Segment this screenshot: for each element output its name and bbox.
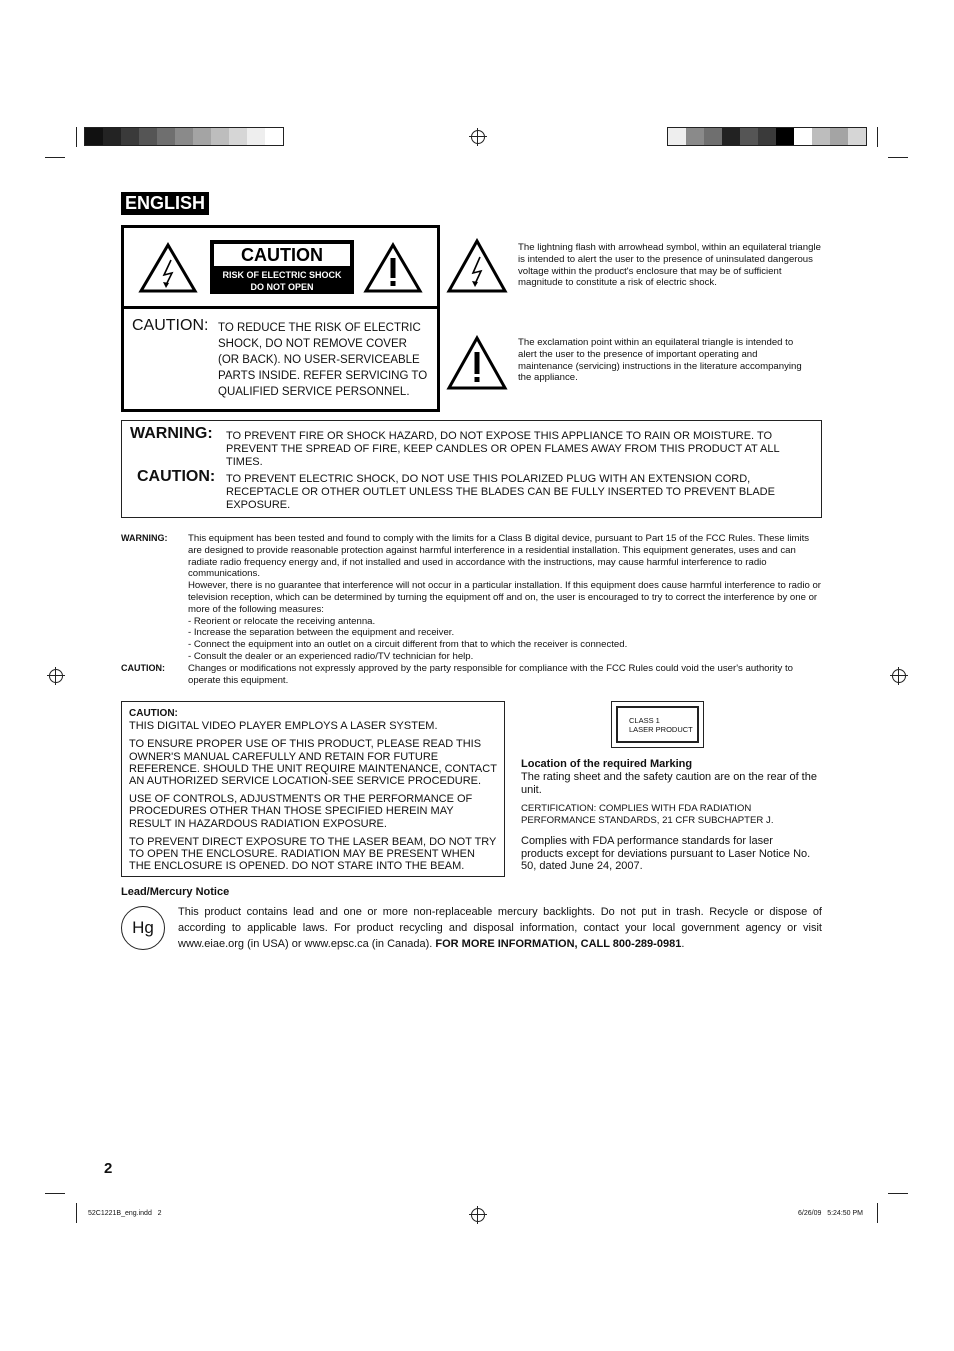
- exclamation-triangle-icon: [446, 335, 508, 391]
- caution-label: [210, 240, 354, 294]
- caution-line: QUALIFIED SERVICE PERSONNEL.: [218, 386, 410, 398]
- caution-label-2: CAUTION:: [137, 468, 216, 485]
- fcc-paragraph: This equipment has been tested and found to comply with the limits for a Class B digital device, pursuant to Part 15 of the FCC Rules. These limits are designed to provide reasonable protection against harmful interference in a residential installation. This equipment generates, uses and can radiate radio frequency energy and, if not installed and used in accordance with the instructions, may cause harmful interference to radio communications.: [188, 533, 810, 580]
- certification-text: CERTIFICATION: COMPLIES WITH FDA RADIATION PERFORMANCE STANDARDS, 21 CFR SUBCHAPTER J.: [521, 803, 774, 826]
- crop-mark: [45, 157, 65, 158]
- marking-location-text: The rating sheet and the safety caution are on the rear of the unit.: [521, 771, 817, 796]
- laser-paragraph: USE OF CONTROLS, ADJUSTMENTS OR THE PERFORMANCE OF PROCEDURES OTHER THAN THOSE SPECIFIED HEREIN MAY RESULT IN HAZARDOUS RADIATION EXPOSURE.: [129, 793, 473, 830]
- fcc-paragraph: However, there is no guarantee that interference will not occur in a particular installation. If this equipment does cause harmful interference to radio or television reception, which can be determined by turning the equipment off and on, the user is encouraged to try to correct the interference by one or more of the following measures:: [188, 580, 821, 615]
- marking-location-heading: Location of the required Marking: [521, 758, 693, 770]
- registration-mark-icon: [892, 669, 906, 683]
- registration-mark-icon: [471, 1208, 485, 1222]
- laser-caution-box: [121, 701, 505, 877]
- laser-caution-heading: CAUTION:: [129, 708, 178, 719]
- laser-paragraph: TO PREVENT DIRECT EXPOSURE TO THE LASER BEAM, DO NOT TRY TO OPEN THE ENCLOSURE. RADIATION MAY BE PRESENT WHEN THE ENCLOSURE IS OPENED. DO NOT STARE INTO THE BEAM.: [129, 835, 497, 873]
- crop-mark: [888, 157, 908, 158]
- color-swatch: [85, 128, 103, 145]
- footer-file-name: 52C1221B_eng.indd 2: [88, 1210, 162, 1217]
- color-swatch: [193, 128, 211, 145]
- lightning-triangle-icon: [138, 242, 198, 294]
- laser-paragraph: THIS DIGITAL VIDEO PLAYER EMPLOYS A LASER SYSTEM.: [129, 720, 438, 733]
- fcc-measure: - Increase the separation between the equipment and receiver.: [188, 627, 455, 639]
- caution-line: PARTS INSIDE. REFER SERVICING TO: [218, 370, 428, 382]
- color-swatch: [722, 128, 740, 145]
- laser-label-line1: CLASS 1: [629, 716, 660, 725]
- color-swatch: [704, 128, 722, 145]
- lightning-triangle-icon: [446, 238, 508, 294]
- class1-laser-label: [611, 701, 704, 748]
- crop-mark: [76, 127, 77, 147]
- fcc-measure: - Consult the dealer or an experienced radio/TV technician for help.: [188, 650, 474, 662]
- footer-timestamp: 6/26/09 5:24:50 PM: [798, 1210, 863, 1217]
- exclamation-description: The exclamation point within an equilateral triangle is intended to alert the user to the presence of important operating and maintenance (servicing) instructions in the literature accompanying the appliance.: [518, 337, 802, 384]
- laser-label-line2: LASER PRODUCT: [629, 725, 693, 734]
- color-swatch: [175, 128, 193, 145]
- crop-mark: [45, 1193, 65, 1194]
- caution-lead: CAUTION:: [132, 317, 209, 334]
- lead-mercury-text: [178, 904, 822, 952]
- crop-mark: [76, 1203, 77, 1223]
- lead-mercury-phone: FOR MORE INFORMATION, CALL 800-289-0981: [435, 938, 682, 950]
- color-swatch: [848, 128, 866, 145]
- color-swatch: [830, 128, 848, 145]
- color-swatch: [265, 128, 283, 145]
- caution-text: TO PREVENT ELECTRIC SHOCK, DO NOT USE THIS POLARIZED PLUG WITH AN EXTENSION CORD, RECEPTACLE OR OTHER OUTLET UNLESS THE BLADES CAN BE FULLY INSERTED TO PREVENT BLADE EXPOSURE.: [226, 473, 775, 511]
- exclamation-triangle-icon: [363, 242, 423, 294]
- lead-mercury-end: .: [681, 938, 685, 950]
- caution-line: TO REDUCE THE RISK OF ELECTRIC: [218, 322, 421, 334]
- crop-mark: [877, 127, 878, 147]
- page-number: 2: [104, 1160, 113, 1177]
- color-swatch: [740, 128, 758, 145]
- lead-mercury-body: This product contains lead and one or more non-replaceable mercury backlights. Do not put in trash. Recycle or dispose of according to applicable laws. For product recycling and disposal information, contact your local government agency or visit www.eiae.org (in USA) or www.epsc.ca (in Canada).: [178, 906, 822, 950]
- color-swatch: [139, 128, 157, 145]
- fcc-caution-label: CAUTION:: [121, 663, 165, 673]
- caution-box-text: [132, 317, 431, 398]
- color-swatch: [686, 128, 704, 145]
- caution-line: (OR BACK). NO USER-SERVICEABLE: [218, 354, 420, 366]
- color-swatch: [794, 128, 812, 145]
- lead-mercury-heading: Lead/Mercury Notice: [121, 886, 230, 898]
- language-heading: ENGLISH: [121, 192, 209, 215]
- caution-line: SHOCK, DO NOT REMOVE COVER: [218, 338, 407, 350]
- color-swatch: [211, 128, 229, 145]
- fda-compliance-text: Complies with FDA performance standards for laser products except for deviations pursuant to Laser Notice No. 50, dated June 24, 2007.: [521, 835, 811, 872]
- lightning-description: The lightning flash with arrowhead symbol, within an equilateral triangle is intended to alert the user to the presence of uninsulated dangerous voltage within the product's enclosure that may be of sufficient magnitude to constitute a risk of electric shock.: [518, 242, 821, 289]
- warning-label: WARNING:: [130, 425, 213, 442]
- color-swatch: [758, 128, 776, 145]
- color-bar-right: [667, 127, 867, 146]
- caution-box: [121, 225, 440, 412]
- color-swatch: [121, 128, 139, 145]
- color-swatch: [668, 128, 686, 145]
- color-swatch: [103, 128, 121, 145]
- warning-box: [121, 420, 822, 518]
- color-swatch: [776, 128, 794, 145]
- caution-label-sub1: RISK OF ELECTRIC SHOCK: [222, 270, 342, 280]
- mercury-symbol-icon: Hg: [121, 906, 165, 950]
- fcc-measure: - Connect the equipment into an outlet on a circuit different from that to which the receiver is connected.: [188, 639, 628, 651]
- registration-mark-icon: [49, 669, 63, 683]
- color-bar-left: [84, 127, 284, 146]
- color-swatch: [157, 128, 175, 145]
- caution-label-sub2: DO NOT OPEN: [250, 282, 314, 292]
- color-swatch: [229, 128, 247, 145]
- crop-mark: [888, 1193, 908, 1194]
- warning-text: TO PREVENT FIRE OR SHOCK HAZARD, DO NOT EXPOSE THIS APPLIANCE TO RAIN OR MOISTURE. TO PREVENT THE SPREAD OF FIRE, KEEP CANDLES OR OPEN FLAMES AWAY FROM THIS PRODUCT AT ALL TIMES.: [226, 430, 780, 468]
- color-swatch: [247, 128, 265, 145]
- crop-mark: [877, 1203, 878, 1223]
- fcc-caution-text: Changes or modifications not expressly approved by the party responsible for compliance with the FCC Rules could void the user's authority to operate this equipment.: [188, 663, 793, 686]
- fcc-warning-text: [188, 533, 822, 663]
- registration-mark-icon: [471, 130, 485, 144]
- caution-label-title: CAUTION: [213, 243, 351, 267]
- fcc-warning-label: WARNING:: [121, 533, 168, 543]
- color-swatch: [812, 128, 830, 145]
- fcc-measure: - Reorient or relocate the receiving antenna.: [188, 615, 376, 627]
- laser-paragraph: TO ENSURE PROPER USE OF THIS PRODUCT, PLEASE READ THIS OWNER'S MANUAL CAREFULLY AND RETAIN FOR FUTURE REFERENCE. SHOULD THE UNIT REQUIRE MAINTENANCE, CONTACT AN AUTHORIZED SERVICE LOCATION-SEE SERVICE PROCEDURE.: [129, 738, 497, 788]
